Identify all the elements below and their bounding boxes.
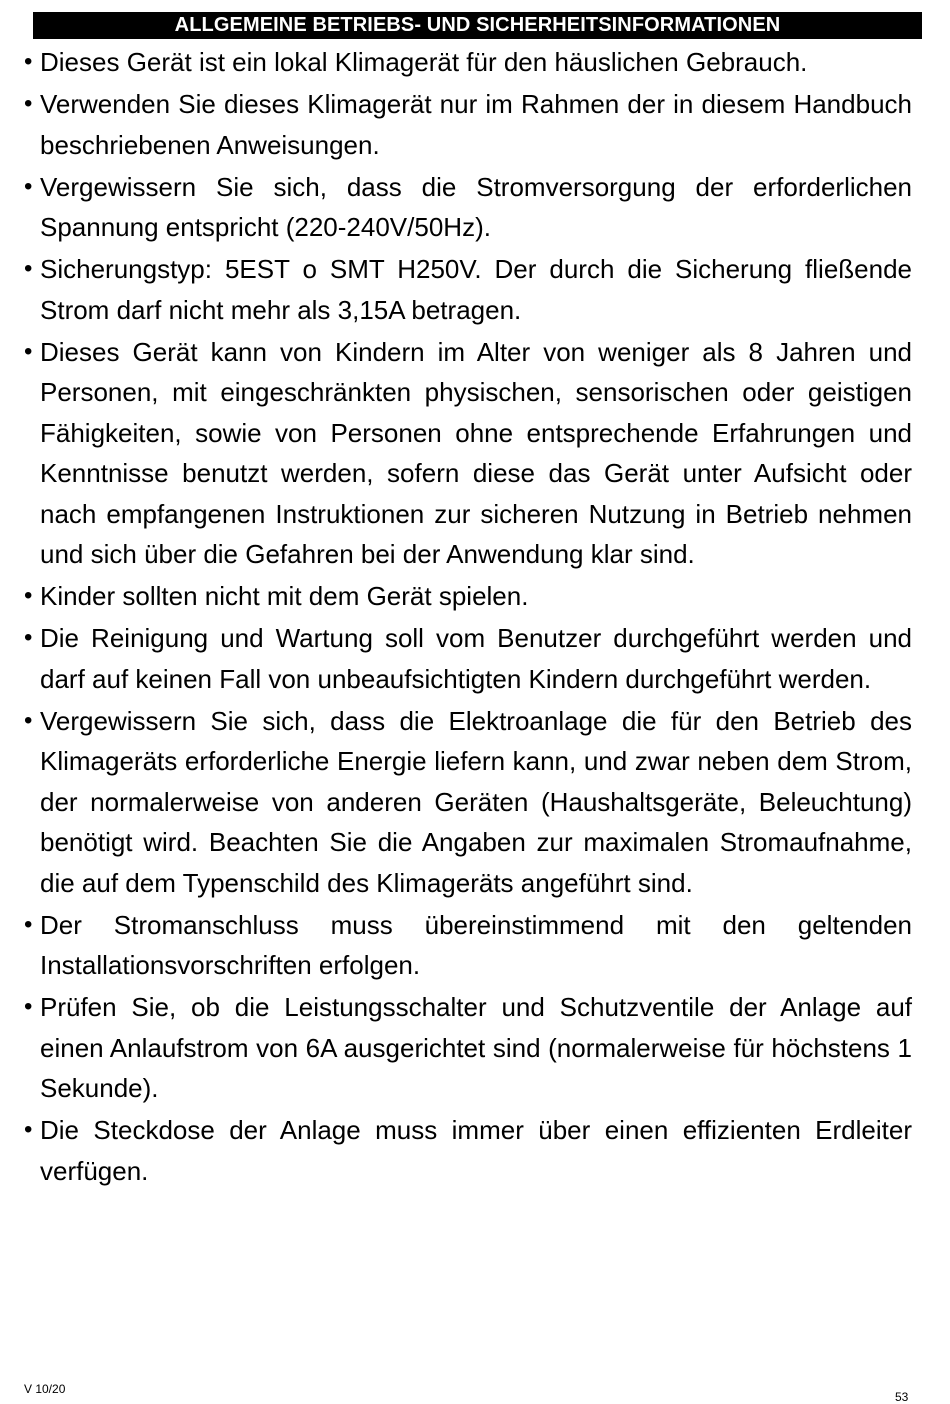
bullet-icon: • — [24, 172, 33, 200]
list-item — [24, 701, 912, 904]
list-item-text: Die Steckdose der Anlage muss immer über einen effizienten Erdleiter verfügen. — [40, 1115, 912, 1186]
list-item-text: Verwenden Sie dieses Klimagerät nur im Rahmen der in diesem Handbuch beschriebenen Anweisungen. — [40, 89, 912, 160]
list-item-text: Sicherungstyp: 5EST o SMT H250V. Der durch die Sicherung fließende Strom darf nicht mehr als 3,15A betragen. — [40, 254, 912, 325]
list-item-text: Vergewissern Sie sich, dass die Elektroanlage die für den Betrieb des Klimageräts erforderliche Energie liefern kann, und zwar neben dem Strom, der normalerweise von anderen Geräten (Haushaltsgeräte, Beleuchtung) benötigt wird. Beachten Sie die Angaben zur maximalen Stromaufnahme, die auf dem Typenschild des Klimageräts angeführt sind. — [40, 705, 912, 898]
list-item — [24, 84, 912, 165]
list-item-text: Der Stromanschluss muss übereinstimmend mit den geltenden Installationsvorschriften erfolgen. — [40, 909, 912, 980]
list-item-text: Kinder sollten nicht mit dem Gerät spielen. — [40, 581, 529, 611]
section-title: ALLGEMEINE BETRIEBS- UND SICHERHEITSINFORMATIONEN — [33, 12, 922, 39]
bullet-icon: • — [24, 910, 33, 938]
list-item-text: Dieses Gerät kann von Kindern im Alter von weniger als 8 Jahren und Personen, mit eingeschränkten physischen, sensorischen oder geistigen Fähigkeiten, sowie von Personen ohne entsprechende Erfahrungen und Kenntnisse benutzt werden, sofern diese das Gerät unter Aufsicht oder nach empfangenen Instruktionen zur sicheren Nutzung in Betrieb nehmen und sich über die Gefahren bei der Anwendung klar sind. — [40, 336, 912, 569]
list-item-text: Dieses Gerät ist ein lokal Klimagerät für den häuslichen Gebrauch. — [40, 47, 808, 77]
bullet-icon: • — [24, 993, 33, 1020]
list-item-text: Die Reinigung und Wartung soll vom Benutzer durchgeführt werden und darf auf keinen Fall von unbeaufsichtigten Kindern durchgeführt werden. — [40, 623, 912, 694]
bullet-icon: • — [24, 255, 33, 282]
bullet-icon: • — [24, 582, 33, 609]
list-item-text: Prüfen Sie, ob die Leistungsschalter und Schutzventile der Anlage auf einen Anlaufstrom von 6A ausgerichtet sind (normalerweise für höchstens 1 Sekunde). — [40, 992, 912, 1103]
list-item-text: Vergewissern Sie sich, dass die Stromversorgung der erforderlichen Spannung entspricht (220-240V/50Hz). — [40, 171, 912, 242]
bullet-icon: • — [24, 90, 33, 117]
list-item — [24, 905, 912, 986]
list-item — [24, 618, 912, 699]
bullet-icon: • — [24, 337, 33, 365]
list-item — [24, 42, 912, 83]
page-number: 53 — [895, 1390, 909, 1404]
list-item — [24, 1110, 912, 1191]
bullet-icon: • — [24, 624, 33, 651]
list-item — [24, 249, 912, 330]
bullet-icon: • — [24, 706, 33, 734]
bullet-icon: • — [24, 48, 33, 75]
list-item — [24, 576, 912, 617]
safety-bullet-list — [24, 42, 912, 1193]
list-item — [24, 332, 912, 575]
bullet-icon: • — [24, 1116, 33, 1143]
list-item — [24, 987, 912, 1109]
list-item — [24, 167, 912, 248]
version-label: V 10/20 — [24, 1382, 66, 1396]
